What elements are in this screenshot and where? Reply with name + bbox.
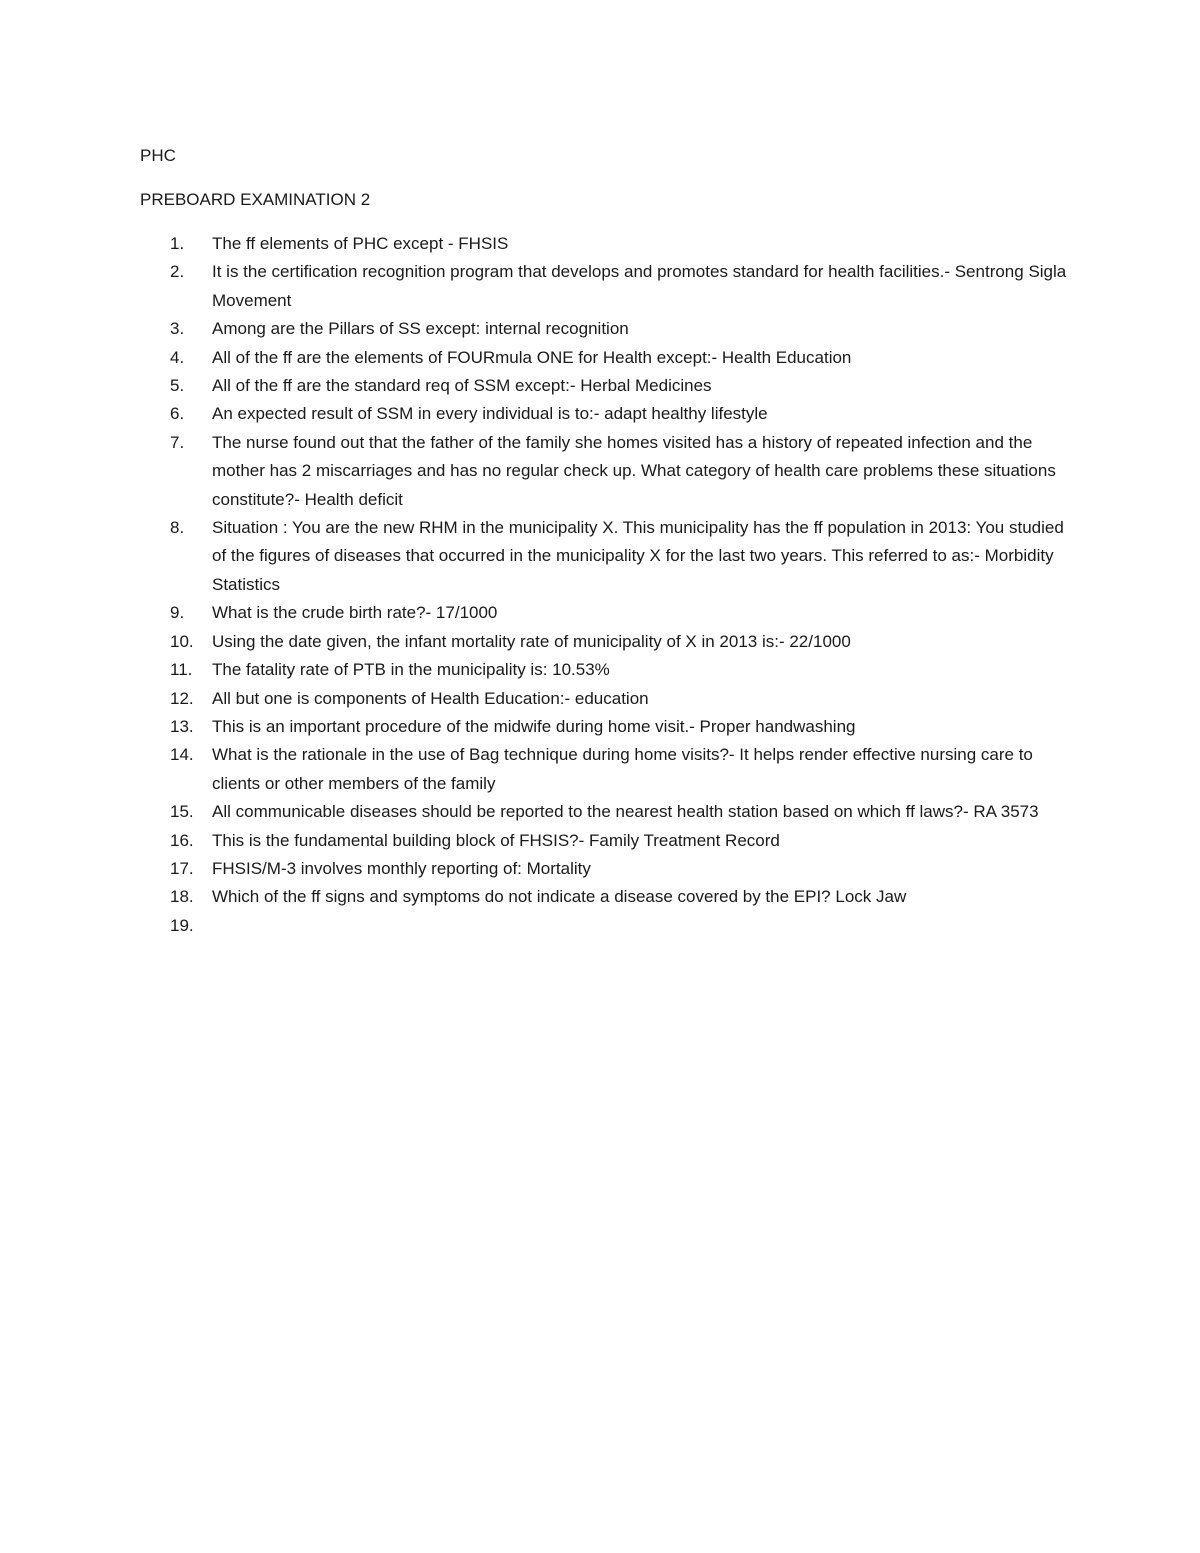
question-text: This is an important procedure of the midwife during home visit.- Proper handwashing xyxy=(212,716,856,736)
question-item xyxy=(140,599,1070,627)
question-number: 4. xyxy=(170,347,185,367)
question-number: 3. xyxy=(170,319,185,339)
question-number: 17. xyxy=(170,858,194,878)
question-number: 16. xyxy=(170,830,194,850)
question-text: All of the ff are the elements of FOURmula ONE for Health except:- Health Education xyxy=(212,347,852,367)
question-number: 8. xyxy=(170,518,185,538)
question-item xyxy=(140,372,1070,400)
question-item xyxy=(140,429,1070,514)
question-number: 5. xyxy=(170,376,185,396)
question-item xyxy=(140,741,1070,798)
question-number: 15. xyxy=(170,802,194,822)
document-title: PHC xyxy=(140,146,176,165)
question-text: Among are the Pillars of SS except: internal recognition xyxy=(212,319,629,339)
document-subtitle: PREBOARD EXAMINATION 2 xyxy=(140,190,371,209)
question-item xyxy=(140,798,1070,826)
question-text: The fatality rate of PTB in the municipality is: 10.53% xyxy=(212,660,610,680)
question-text: The ff elements of PHC except - FHSIS xyxy=(212,234,509,253)
question-item xyxy=(140,344,1070,372)
question-text: All but one is components of Health Education:- education xyxy=(212,688,649,708)
question-item xyxy=(140,685,1070,713)
question-item xyxy=(140,883,1070,911)
question-text: What is the rationale in the use of Bag technique during home visits?- It helps render effective nursing care to clients or other members of the family xyxy=(212,745,1033,793)
question-text: Using the date given, the infant mortality rate of municipality of X in 2013 is:- 22/1000 xyxy=(212,631,851,651)
question-item xyxy=(140,912,1070,940)
question-text: The nurse found out that the father of the family she homes visited has a history of repeated infection and the mother has 2 miscarriages and has no regular check up. What category of health care problems these situations constitute?- Health deficit xyxy=(212,432,1056,509)
question-number: 14. xyxy=(170,745,194,765)
question-list xyxy=(140,230,1070,940)
question-item xyxy=(140,315,1070,343)
question-number: 12. xyxy=(170,688,194,708)
question-item xyxy=(140,656,1070,684)
question-number: 2. xyxy=(170,262,185,282)
question-text: All of the ff are the standard req of SSM except:- Herbal Medicines xyxy=(212,376,712,396)
question-text xyxy=(212,912,1070,940)
question-item xyxy=(140,230,1070,258)
question-text: All communicable diseases should be reported to the nearest health station based on which ff laws?- RA 3573 xyxy=(212,802,1039,822)
question-number: 1. xyxy=(170,234,185,253)
question-item xyxy=(140,713,1070,741)
question-item xyxy=(140,400,1070,428)
question-text: FHSIS/M-3 involves monthly reporting of: Mortality xyxy=(212,858,591,878)
question-number: 18. xyxy=(170,887,194,907)
question-text: It is the certification recognition program that develops and promotes standard for health facilities.- Sentrong Sigla Movement xyxy=(212,262,1067,310)
question-item xyxy=(140,258,1070,315)
question-text: Situation : You are the new RHM in the municipality X. This municipality has the ff population in 2013: You studied of the figures of diseases that occurred in the municipality X for the last two years. This referred to as:- Morbidity Statistics xyxy=(212,518,1064,594)
question-item xyxy=(140,514,1070,599)
question-number: 13. xyxy=(170,716,194,736)
question-text: What is the crude birth rate?- 17/1000 xyxy=(212,603,498,623)
question-item xyxy=(140,855,1070,883)
question-number: 6. xyxy=(170,404,185,424)
question-text: Which of the ff signs and symptoms do not indicate a disease covered by the EPI? Lock Jaw xyxy=(212,887,907,907)
question-number: 9. xyxy=(170,603,185,623)
question-number: 19. xyxy=(170,915,194,935)
question-number: 7. xyxy=(170,432,185,452)
question-item xyxy=(140,827,1070,855)
question-text: This is the fundamental building block of FHSIS?- Family Treatment Record xyxy=(212,830,780,850)
question-item xyxy=(140,628,1070,656)
question-number: 11. xyxy=(170,660,193,680)
question-number: 10. xyxy=(170,631,194,651)
question-text: An expected result of SSM in every individual is to:- adapt healthy lifestyle xyxy=(212,404,768,424)
